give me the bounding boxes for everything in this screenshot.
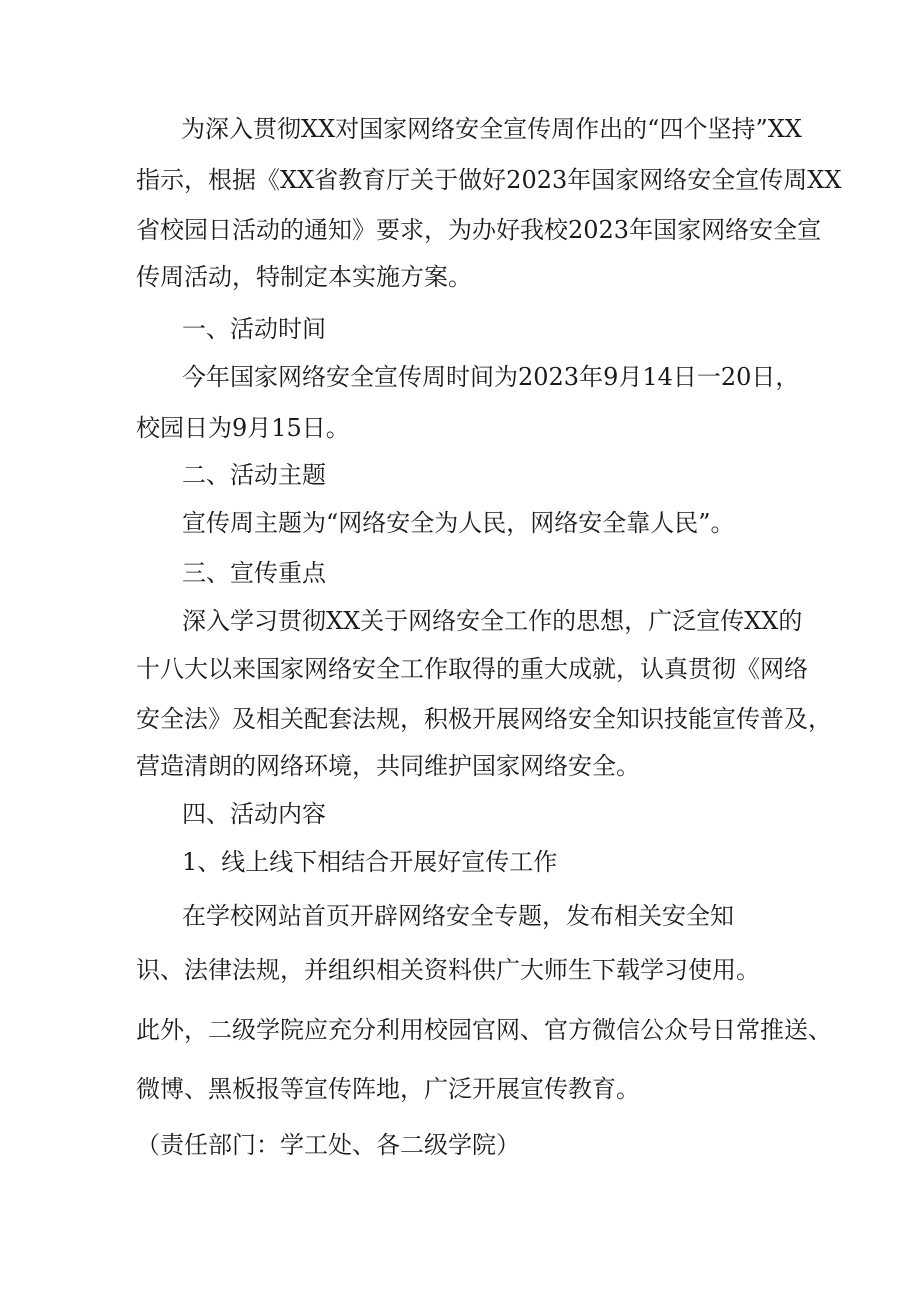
intro-line-1: 为深入贯彻XX对国家网络安全宣传周作出的“四个坚持”XX <box>181 115 802 143</box>
section2-body-line-1: 宣传周主题为“网络安全为人民，网络安全靠人民”。 <box>182 509 735 537</box>
intro-line-3: 省校园日活动的通知》要求，为办好我校2023年国家网络安全宣 <box>136 216 822 244</box>
intro-line-2: 指示，根据《XX省教育厅关于做好2023年国家网络安全宣传周XX <box>136 166 842 194</box>
section3-body-line-2: 十八大以来国家网络安全工作取得的重大成就，认真贯彻《网络 <box>136 655 808 683</box>
section3-body-line-4: 营造清朗的网络环境，共同维护国家网络安全。 <box>136 752 640 780</box>
section1-body-line-1: 今年国家网络安全宣传周时间为2023年9月14日一20日， <box>182 363 800 391</box>
subsection1-body-line-1: 在学校网站首页开辟网络安全专题，发布相关安全知 <box>182 902 734 930</box>
section2-heading: 二、活动主题 <box>182 461 326 489</box>
section1-heading: 一、活动时间 <box>182 315 326 343</box>
responsibility-note: （责任部门：学工处、各二级学院） <box>136 1131 520 1159</box>
subsection1-heading: 1、线上线下相结合开展好宣传工作 <box>182 848 558 876</box>
subsection1-body-line-4: 微博、黑板报等宣传阵地，广泛开展宣传教育。 <box>136 1075 640 1103</box>
section4-heading: 四、活动内容 <box>182 800 326 828</box>
section1-body-line-2: 校园日为9月15日。 <box>136 414 350 442</box>
subsection1-body-line-3: 此外，二级学院应充分利用校园官网、官方微信公众号日常推送、 <box>136 1016 832 1044</box>
section3-heading: 三、宣传重点 <box>182 559 326 587</box>
section3-body-line-3: 安全法》及相关配套法规，积极开展网络安全知识技能宣传普及， <box>136 705 832 733</box>
subsection1-body-line-2: 识、法律法规，并组织相关资料供广大师生下载学习使用。 <box>136 956 760 984</box>
section3-body-line-1: 深入学习贯彻XX关于网络安全工作的思想，广泛宣传XX的 <box>182 607 803 635</box>
intro-line-4: 传周活动，特制定本实施方案。 <box>136 263 472 291</box>
